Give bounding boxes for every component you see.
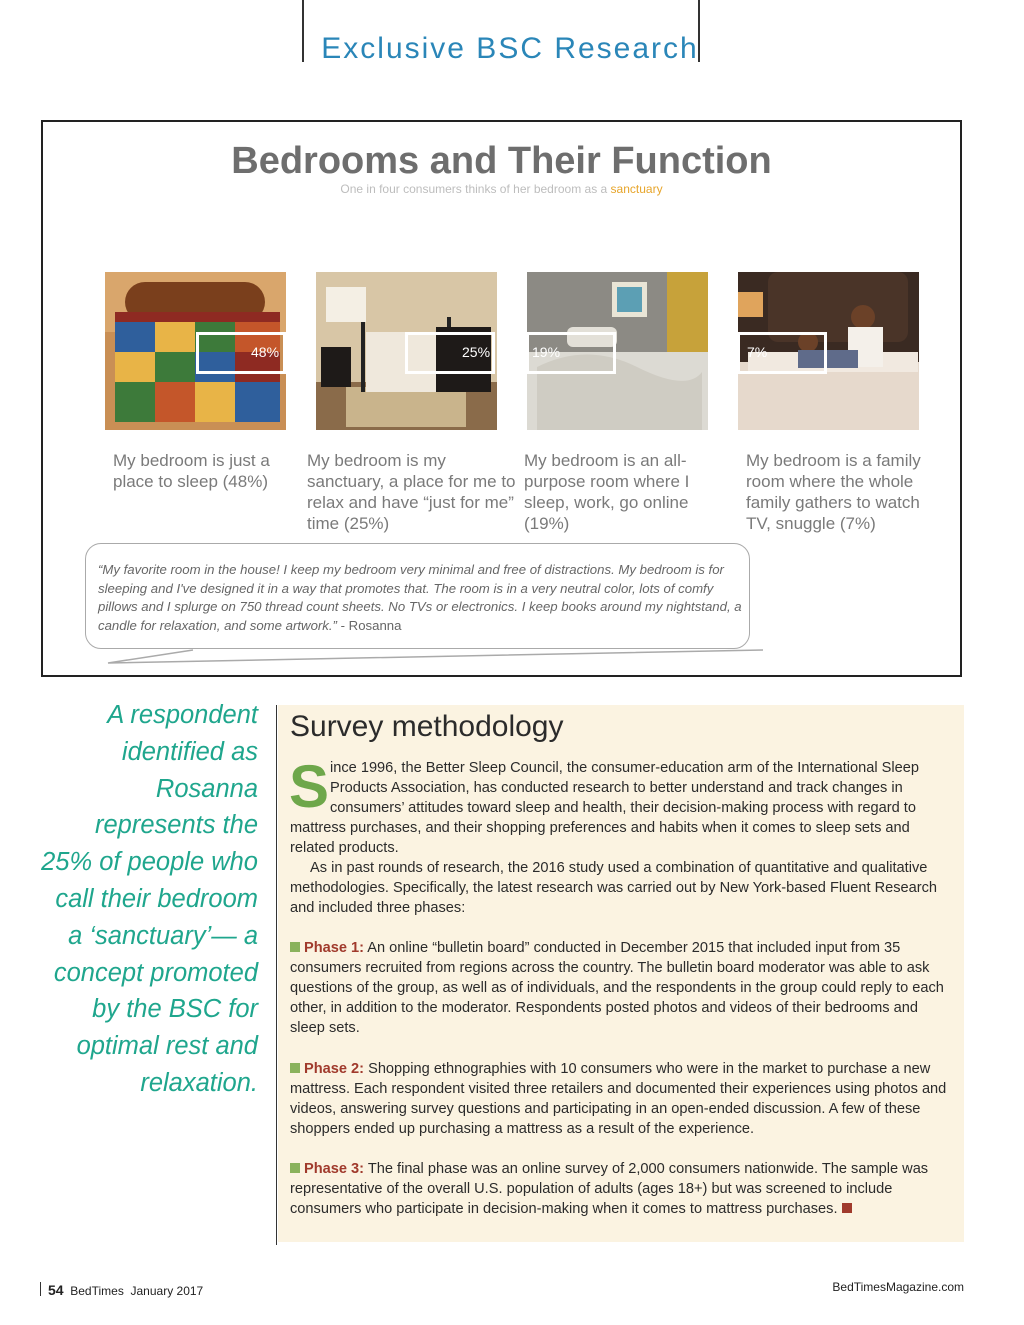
drop-cap: S	[289, 753, 330, 820]
phase-1	[290, 938, 955, 1038]
phase-2-label: Phase 2:	[304, 1061, 365, 1077]
page-number: 54	[48, 1282, 64, 1298]
phase-1-bullet	[290, 942, 300, 952]
publication-name: BedTimes	[70, 1284, 124, 1298]
phase-3-label: Phase 3:	[304, 1161, 365, 1177]
percent-label-4: 7%	[747, 344, 768, 360]
section-title: Exclusive BSC Research	[321, 32, 699, 65]
issue-date: January 2017	[130, 1284, 204, 1298]
pull-quote: A respondent identified as Rosanna represents the 25% of people who call their bedroom a ‘sanctuary’— a concept promoted by the BSC for optimal rest and relaxation.	[41, 701, 258, 1097]
percent-label-3: 19%	[532, 344, 561, 360]
percent-label-2: 25%	[462, 344, 491, 360]
methodology-heading: Survey methodology	[290, 710, 564, 743]
phase-1-text: An online “bulletin board” conducted in December 2015 that included input from 35 consumers recruited from regions across the country. The bulletin board moderator was able to ask questions of the group, as well as of individuals, and the respondents in the group could reply to each other, in addition to the moderator. Respondents posted photos and videos of their bedrooms and sleep sets.	[290, 940, 944, 1036]
footer-left	[48, 1282, 203, 1298]
caption-sleep: My bedroom is just a place to sleep (48%)	[113, 451, 270, 491]
methodology-intro	[289, 753, 955, 858]
methodology-paragraph-2: As in past rounds of research, the 2016 study used a combination of quantitative and qualitative methodologies. Specifically, the latest research was carried out by New York-based Fluent Research and included three phases:	[290, 860, 938, 916]
phase-2	[290, 1059, 955, 1139]
caption-all-purpose: My bedroom is an all-purpose room where I sleep, work, go online (19%)	[524, 451, 690, 533]
footer-rule	[40, 1282, 41, 1296]
phase-1-label: Phase 1:	[304, 940, 365, 956]
caption-family: My bedroom is a family room where the whole family gathers to watch TV, snuggle (7%)	[746, 451, 921, 533]
infographic-title: Bedrooms and Their Function	[231, 140, 772, 182]
website: BedTimesMagazine.com	[832, 1280, 964, 1294]
phase-3	[290, 1159, 955, 1219]
column-divider	[276, 705, 277, 1245]
subtitle-prefix: One in four consumers thinks of her bedroom as a	[340, 182, 611, 196]
quote-bubble-tail	[103, 644, 763, 666]
subtitle-highlight: sanctuary	[610, 182, 663, 196]
infographic-subtitle	[43, 182, 960, 196]
phase-2-bullet	[290, 1063, 300, 1073]
phase-2-text: Shopping ethnographies with 10 consumers who were in the market to purchase a new mattress. Each respondent visited three retailers and documented their experiences using photos and videos, answering survey questions and participating in an open-ended discussion. A few of these shoppers ended up purchasing a mattress as a result of the experience.	[290, 1061, 947, 1137]
end-mark-icon	[842, 1203, 852, 1213]
caption-sanctuary: My bedroom is my sanctuary, a place for me to relax and have “just for me” time (25%)	[307, 451, 516, 533]
phase-3-text: The final phase was an online survey of 2,000 consumers nationwide. The sample was representative of the overall U.S. population of adults (ages 18+) but was screened to include consumers who participate in decision-making when it comes to mattress purchases.	[290, 1161, 929, 1217]
quote-author: - Rosanna	[336, 617, 402, 633]
customer-quote	[98, 561, 748, 635]
percent-label-1: 48%	[251, 344, 280, 360]
methodology-intro-text: ince 1996, the Better Sleep Council, the consumer-education arm of the International Sleep Products Association, has conducted research to better understand and track changes in consumers’ attitudes toward sleep and health, their decision-making process with regard to mattress purchases, and their shopping preferences and habits when it comes to sleep sets and related products.	[290, 760, 919, 856]
infographic	[41, 120, 962, 677]
phase-3-bullet	[290, 1163, 300, 1173]
quote-body: “My favorite room in the house! I keep my bedroom very minimal and free of distractions. My bedroom is for sleeping and I've designed it in a way that promotes that. The room is in a very neutral color, lots of comfy pillows and I splurge on 750 thread count sheets. No TVs or electronics. I keep books around my nightstand, a candle for relaxation, and some artwork.”	[98, 562, 742, 633]
